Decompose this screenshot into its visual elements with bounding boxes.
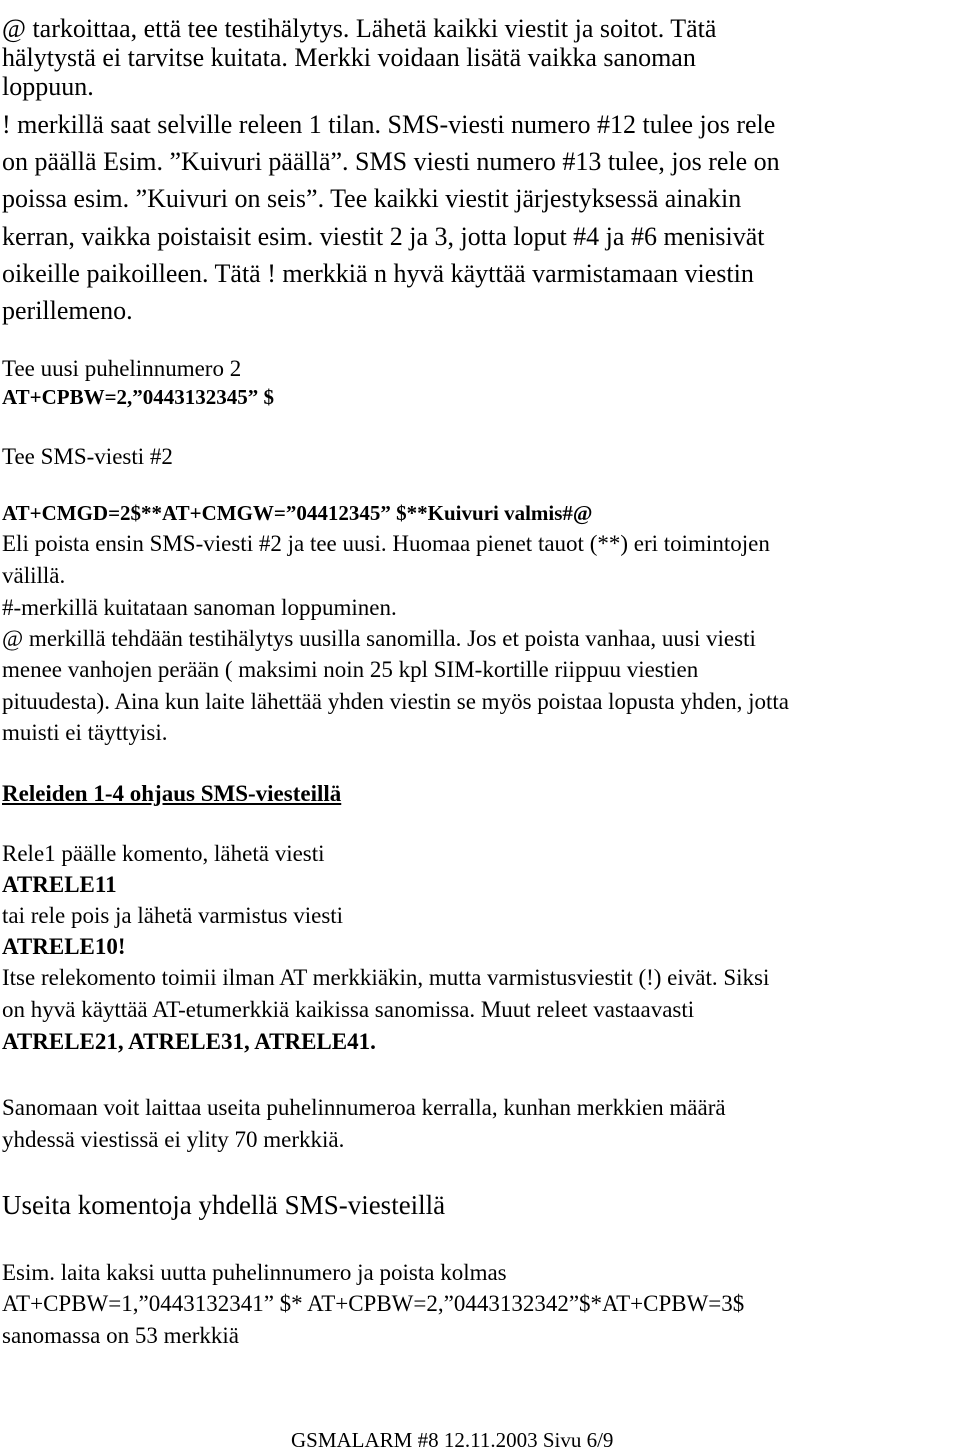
sms-note-line-3: #-merkillä kuitataan sanoman loppuminen. (2, 595, 397, 620)
relay-off-command: ATRELE10! (2, 934, 126, 959)
phone-section-title: Tee uusi puhelinnumero 2 (2, 356, 242, 381)
top-paragraph-line-4: ! merkillä saat selville releen 1 tilan. SMS-viesti numero #12 tulee jos rele (2, 110, 776, 139)
relay-on-text: Rele1 päälle komento, lähetä viesti (2, 841, 325, 866)
relay-other-commands: ATRELE21, ATRELE31, ATRELE41. (2, 1029, 376, 1054)
multi-command-example-command: AT+CPBW=1,”0443132341” $* AT+CPBW=2,”0443132342”$*AT+CPBW=3$ (2, 1291, 745, 1316)
sms-section-command: AT+CMGD=2$**AT+CMGW=”04412345” $**Kuivuri valmis#@ (2, 501, 593, 525)
top-paragraph-line-6: poissa esim. ”Kuivuri on seis”. Tee kaikki viestit järjestyksessä ainakin (2, 184, 742, 213)
top-paragraph-line-1: @ tarkoittaa, että tee testihälytys. Lähetä kaikki viestit ja soitot. Tätä (2, 14, 717, 43)
multi-number-line-1: Sanomaan voit laittaa useita puhelinnumeroa kerralla, kunhan merkkien määrä (2, 1095, 726, 1120)
relay-off-text: tai rele pois ja lähetä varmistus viesti (2, 903, 344, 928)
top-paragraph-line-2: hälytystä ei tarvitse kuitata. Merkki voidaan lisätä vaikka sanoman (2, 43, 696, 72)
page-footer: GSMALARM #8 12.11.2003 Sivu 6/9 (291, 1428, 614, 1452)
relay-note-line-1: Itse relekomento toimii ilman AT merkkiäkin, mutta varmistusviestit (!) eivät. Siksi (2, 965, 770, 990)
relay-on-command: ATRELE11 (2, 872, 117, 897)
top-paragraph-line-8: oikeille paikoilleen. Tätä ! merkkiä n hyvä käyttää varmistamaan viestin (2, 259, 754, 288)
sms-note-line-1: Eli poista ensin SMS-viesti #2 ja tee uusi. Huomaa pienet tauot (**) eri toimintojen (2, 531, 770, 556)
sms-note-line-4: @ merkillä tehdään testihälytys uusilla sanomilla. Jos et poista vanhaa, uusi viesti (2, 626, 756, 651)
multi-number-line-2: yhdessä viestissä ei ylity 70 merkkiä. (2, 1127, 345, 1152)
multi-command-heading: Useita komentoja yhdellä SMS-viesteillä (2, 1190, 446, 1220)
multi-command-example-note: sanomassa on 53 merkkiä (2, 1323, 239, 1348)
relay-section-heading: Releiden 1-4 ohjaus SMS-viesteillä (2, 781, 342, 806)
relay-note-line-2: on hyvä käyttää AT-etumerkkiä kaikissa sanomissa. Muut releet vastaavasti (2, 997, 695, 1022)
top-paragraph-line-9: perillemeno. (2, 296, 133, 325)
top-paragraph-line-5: on päällä Esim. ”Kuivuri päällä”. SMS viesti numero #13 tulee, jos rele on (2, 147, 780, 176)
multi-command-example-intro: Esim. laita kaksi uutta puhelinnumero ja poista kolmas (2, 1260, 507, 1285)
top-paragraph-line-7: kerran, vaikka poistaisit esim. viestit 2 ja 3, jotta loput #4 ja #6 menisivät (2, 222, 765, 251)
sms-section-title: Tee SMS-viesti #2 (2, 444, 173, 469)
sms-note-line-7: muisti ei täyttyisi. (2, 720, 168, 745)
sms-note-line-5: menee vanhojen perään ( maksimi noin 25 kpl SIM-kortille riippuu viestien (2, 657, 699, 682)
sms-note-line-6: pituudesta). Aina kun laite lähettää yhden viestin se myös poistaa lopusta yhden, jotta (2, 689, 789, 714)
phone-section-command: AT+CPBW=2,”0443132345” $ (2, 385, 275, 409)
sms-note-line-2: välillä. (2, 563, 66, 588)
top-paragraph-line-3: loppuun. (2, 72, 94, 101)
